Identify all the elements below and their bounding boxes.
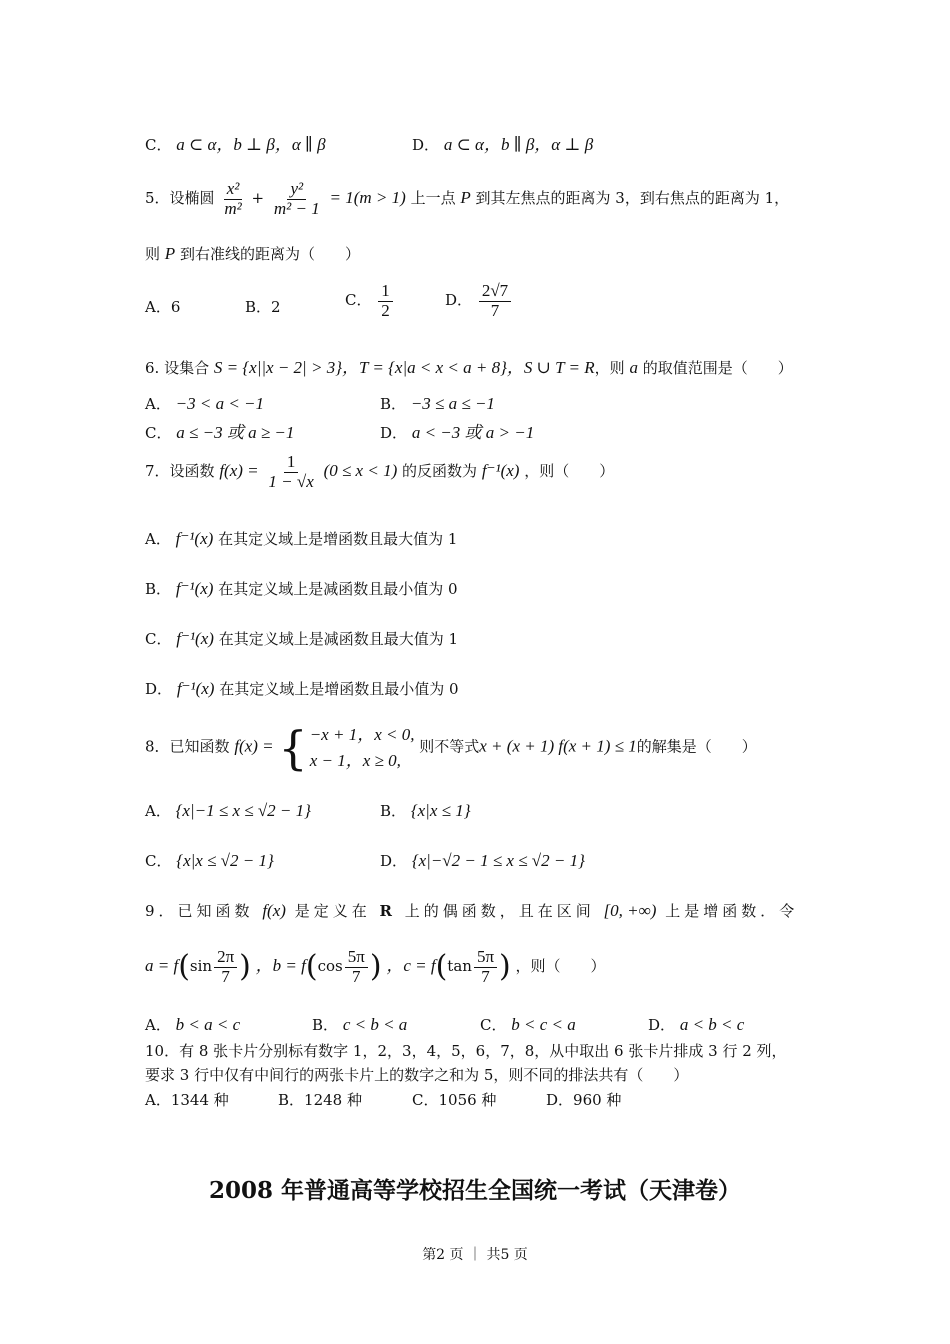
question-text: 6. 设集合 — [145, 359, 210, 377]
option-text: 在其定义域上是增函数且最大值为 1 — [218, 530, 458, 548]
inverse-function: f⁻¹(x) — [481, 461, 520, 481]
def-b: ，b = f — [255, 956, 306, 976]
inequality: x + (x + 1) f(x + 1) ≤ 1 — [479, 736, 637, 756]
denominator: 7 — [352, 966, 361, 986]
q7-option-a — [145, 528, 457, 549]
option-label: A． — [145, 298, 171, 316]
denominator: 7 — [481, 966, 490, 986]
question-text: ，则 — [594, 359, 625, 377]
real-numbers-symbol: R — [379, 902, 396, 920]
q8-option-b — [380, 800, 471, 821]
function-name: f(x) = — [234, 736, 274, 756]
q10-stem-line1 — [145, 1040, 787, 1061]
q9-stem — [145, 900, 798, 921]
fraction — [479, 282, 511, 320]
option-label: D． — [380, 852, 408, 870]
option-value: {x|−√2 − 1 ≤ x ≤ √2 − 1} — [411, 851, 585, 870]
option-label: B． — [380, 802, 407, 820]
question-text: 则 — [145, 245, 161, 263]
case-1: −x + 1，x < 0, — [309, 725, 415, 744]
numerator: 1 — [284, 453, 299, 473]
option-math: f⁻¹(x) — [175, 579, 214, 598]
q7-option-d — [145, 678, 459, 699]
option-label: C． — [345, 291, 372, 310]
case-rows — [310, 722, 415, 773]
q7-option-c — [145, 628, 458, 649]
question-text: 是定义在 — [294, 902, 371, 920]
q6-stem — [145, 353, 793, 378]
question-text: 到右准线的距离为（ ） — [179, 245, 360, 263]
trig-fn: tan — [447, 957, 472, 976]
def-a: a = f — [145, 956, 179, 976]
q10-option-a — [145, 1089, 229, 1110]
option-value: 1056 种 — [438, 1091, 497, 1109]
option-label: A． — [145, 1016, 171, 1034]
option-value: 960 种 — [573, 1091, 622, 1109]
numerator: 2π — [214, 948, 237, 968]
option-label: D． — [412, 136, 440, 154]
variable: a — [629, 358, 638, 377]
option-label: A． — [145, 530, 171, 548]
q4-option-d — [412, 130, 593, 155]
numerator: y² — [287, 180, 306, 200]
equation-tail: = 1(m > 1) — [329, 188, 406, 208]
option-math: a ⊂ α，b ⊥ β，α ∥ β — [176, 135, 326, 154]
option-value: 1344 种 — [170, 1091, 229, 1109]
option-value: {x|−1 ≤ x ≤ √2 − 1} — [175, 801, 311, 820]
option-label: B． — [245, 298, 272, 316]
option-label: D． — [648, 1016, 676, 1034]
q8-stem — [145, 722, 757, 773]
q8-option-c — [145, 850, 274, 871]
q4-option-c — [145, 130, 326, 155]
plus-sign: + — [251, 189, 265, 208]
option-label: C． — [480, 1016, 507, 1034]
question-text: 8．已知函数 — [145, 737, 230, 756]
option-value: −3 < a < −1 — [175, 394, 265, 413]
page-footer: 第2 页 ｜ 共5 页 — [422, 1247, 528, 1263]
question-text: ，则（ ） — [524, 462, 615, 481]
option-label: D． — [546, 1091, 574, 1109]
fraction — [214, 948, 237, 986]
set-s: S = {x||x − 2| > 3} — [213, 358, 342, 377]
question-text: 9．已知函数 — [145, 902, 254, 920]
set-union: ，S ∪ T = R — [506, 358, 595, 377]
option-label: D． — [380, 424, 408, 442]
q5-option-a — [145, 296, 180, 317]
fraction — [271, 180, 323, 218]
domain: (0 ≤ x < 1) — [323, 461, 398, 481]
numerator: 1 — [378, 282, 393, 302]
question-text: 要求 3 行中仅有中间行的两张卡片上的数字之和为 5，则不同的排法共有（ ） — [145, 1066, 689, 1084]
option-label: A． — [145, 1091, 171, 1109]
function-name: f(x) = — [219, 461, 259, 481]
fraction — [378, 282, 393, 320]
fraction — [221, 180, 244, 218]
option-label: B． — [145, 580, 172, 598]
q5-option-d — [445, 282, 513, 320]
q9-option-b — [312, 1014, 407, 1035]
option-text: 在其定义域上是减函数且最小值为 0 — [218, 580, 458, 598]
q10-option-b — [278, 1089, 362, 1110]
option-label: B． — [312, 1016, 339, 1034]
option-value: 2 — [271, 298, 281, 316]
option-value: c < b < a — [342, 1015, 408, 1034]
option-label: C． — [145, 630, 172, 648]
section-title: 2008 年普通高等学校招生全国统一考试（天津卷） — [208, 1177, 742, 1204]
variable: P — [164, 244, 176, 263]
denominator: m² — [224, 198, 242, 218]
q5-stem-line2 — [145, 243, 360, 264]
option-label: C． — [145, 424, 172, 442]
question-text: 的解集是（ ） — [636, 737, 757, 756]
numerator: x² — [224, 180, 243, 200]
option-label: A． — [145, 802, 171, 820]
trig-fn: cos — [317, 957, 343, 976]
question-text: 5．设椭圆 — [145, 189, 215, 208]
denominator: m² − 1 — [273, 198, 320, 218]
option-value: a < b < c — [679, 1015, 745, 1034]
option-value: {x|x ≤ √2 − 1} — [176, 851, 274, 870]
variable: P — [460, 188, 471, 208]
option-value: b < a < c — [175, 1015, 241, 1034]
fraction — [265, 453, 316, 491]
option-value: 1248 种 — [304, 1091, 362, 1109]
q8-option-d — [380, 850, 585, 871]
left-brace: { — [278, 720, 308, 775]
def-c: ，c = f — [386, 956, 436, 976]
function-name: f(x) — [262, 901, 286, 920]
option-value: a ≤ −3 或 a ≥ −1 — [176, 423, 295, 442]
option-text: 在其定义域上是增函数且最小值为 0 — [219, 680, 459, 698]
option-label: C． — [145, 136, 172, 154]
option-text: 在其定义域上是减函数且最大值为 1 — [218, 630, 459, 648]
denominator: 2 — [381, 300, 390, 320]
q6-option-d — [380, 418, 534, 443]
option-value: a < −3 或 a > −1 — [411, 423, 535, 442]
q10-stem-line2 — [145, 1064, 688, 1085]
numerator: 2√7 — [479, 282, 511, 302]
q9-option-c — [480, 1014, 576, 1035]
option-label: D． — [445, 291, 473, 310]
option-value: {x|x ≤ 1} — [410, 801, 471, 820]
q5-option-b — [245, 296, 281, 317]
q7-option-b — [145, 578, 458, 599]
right-paren: ) — [369, 949, 382, 985]
denominator: 7 — [221, 966, 230, 986]
option-label: B． — [380, 395, 407, 413]
q9-option-d — [648, 1014, 744, 1035]
left-paren: ( — [178, 949, 190, 985]
question-text: 7．设函数 — [145, 462, 215, 481]
q10-option-c — [412, 1089, 496, 1110]
option-label: D． — [145, 680, 173, 698]
q10-option-d — [546, 1089, 621, 1110]
q6-option-a — [145, 393, 264, 414]
q5-option-c — [345, 282, 395, 320]
numerator: 5π — [474, 948, 497, 968]
left-paren: ( — [305, 949, 318, 985]
option-label: A． — [145, 395, 171, 413]
fraction — [345, 948, 368, 986]
option-value: 6 — [170, 298, 181, 316]
option-value: b < c < a — [511, 1015, 576, 1034]
piecewise-cases — [278, 722, 414, 773]
question-text: 的取值范围是（ ） — [642, 359, 793, 377]
q6-option-c — [145, 418, 294, 443]
trig-fn: sin — [189, 957, 213, 976]
right-paren: ) — [499, 949, 511, 985]
numerator: 5π — [345, 948, 368, 968]
q9-definitions — [145, 948, 606, 986]
q7-stem — [145, 453, 614, 491]
question-text: 上是增函数．令 — [665, 902, 799, 920]
question-text: 的反函数为 — [402, 462, 478, 481]
option-label: C． — [412, 1091, 439, 1109]
denominator: 1 − √x — [268, 471, 314, 491]
question-text: 到其左焦点的距离为 3，到右焦点的距离为 1， — [475, 189, 790, 208]
option-math: a ⊂ α，b ∥ β，α ⊥ β — [443, 135, 594, 154]
left-paren: ( — [435, 949, 448, 985]
option-value: −3 ≤ a ≤ −1 — [410, 394, 495, 413]
option-math: f⁻¹(x) — [175, 529, 214, 548]
question-text: 10．有 8 张卡片分别标有数字 1，2，3，4，5，6，7，8，从中取出 6 张卡片排成 3 行 2 列， — [145, 1042, 787, 1060]
q6-option-b — [380, 393, 495, 414]
q5-stem — [145, 180, 789, 218]
question-text: 则不等式 — [419, 737, 480, 756]
set-t: ，T = {x|a < x < a + 8} — [342, 358, 507, 377]
option-math: f⁻¹(x) — [176, 679, 215, 698]
case-2: x − 1，x ≥ 0, — [309, 750, 401, 770]
option-label: C． — [145, 852, 172, 870]
right-paren: ) — [239, 949, 251, 985]
option-math: f⁻¹(x) — [176, 629, 214, 648]
fraction — [474, 948, 497, 986]
question-text: 上一点 — [410, 189, 456, 208]
q8-option-a — [145, 800, 311, 821]
option-label: B． — [278, 1091, 305, 1109]
interval: [0, +∞) — [603, 901, 657, 920]
denominator: 7 — [490, 300, 500, 320]
question-text: 上的偶函数，且在区间 — [404, 902, 595, 920]
q9-option-a — [145, 1014, 240, 1035]
question-text: ，则（ ） — [515, 957, 606, 976]
